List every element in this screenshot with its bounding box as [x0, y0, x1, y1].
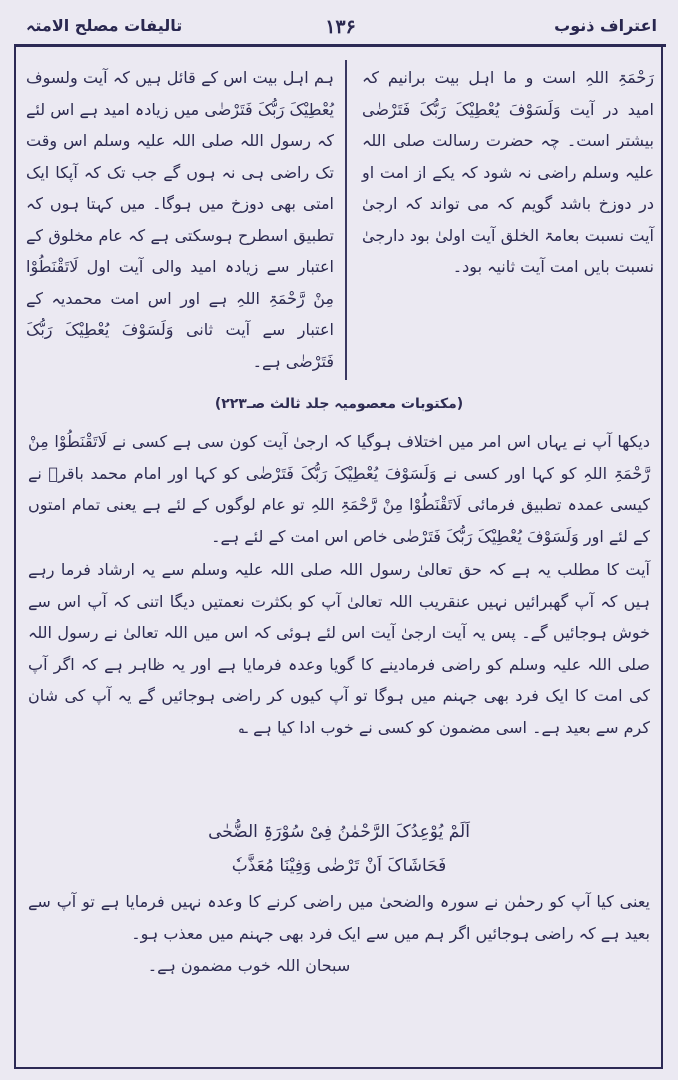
body-paragraph: آیت کا مطلب یہ ہے کہ حق تعالیٰ رسول اللہ صلی اللہ علیہ وسلم سے یہ ارشاد فرما رہے ہیں کہ آپ گھبرائیں نہیں عنقریب اللہ تعالیٰ آپ کو بکثرت نعمتیں دیگا اتنی کہ آپ اس سے خوش ہوجائیں گے۔ پس یہ آیت ارجیٰ آیت اس لئے ہوئی کہ اس میں اللہ تعالیٰ نے رسول اللہ صلی اللہ علیہ وسلم کو راضی فرمادینے کا گویا وعدہ فرمایا ہے اور یہ ظاہر ہے کہ اگر آپ کی امت کا ایک فرد بھی جہنم میں ہوگا تو آپ کیوں کر راضی ہوجائیں گے یہ آپ کی شان کرم سے بعید ہے۔ اسی مضمون کو کسی نے خوب ادا کیا ہے ؎ [28, 560, 650, 737]
verse-line: اَلَمْ یُوْعِدُکَ الرَّحْمٰنُ فِیْ سُوْرَۃِ الضُّحٰی [208, 822, 470, 842]
verse-line: فَحَاشَاکَ اَنْ تَرْضٰی وَفِیْنَا مُعَذَّبٗ [231, 856, 447, 876]
running-title-right: اعتراف ذنوب [554, 16, 657, 35]
urdu-translation-text: ہم اہل بیت اس کے قائل ہیں کہ آیت ولسوف یُعْطِیْکَ رَبُّکَ فَتَرْضٰی میں زیادہ امید ہے اس لئے کہ رسول اللہ صلی اللہ علیہ وسلم اس وقت تک راضی ہی نہ ہوں گے جب تک کہ آپکا ایک امتی بھی دوزخ میں ہوگا۔ میں کہتا ہوں کہ تطبیق اسطرح ہوسکتی ہے کہ عام مخلوق کے اعتبار سے زیادہ امید والی آیت اول لَاتَقْنَطُوْا مِنْ رَّحْمَۃِ اللہِ ہے اور اس امت محمدیہ کے اعتبار سے آیت ثانی وَلَسَوْفَ یُعْطِیْکَ رَبُّکَ فَتَرْضٰی ہے۔ [26, 68, 334, 371]
column-divider [345, 60, 347, 380]
closing-line: سبحان اللہ خوب مضمون ہے۔ [147, 956, 351, 975]
urdu-translation-column [26, 62, 334, 377]
closing-paragraph: یعنی کیا آپ کو رحمٰن نے سورہ والضحیٰ میں راضی کرنے کا وعدہ نہیں فرمایا ہے تو آپ سے بعید ہے کہ راضی ہوجائیں اگر ہم میں سے ایک فرد بھی جہنم میں معذب ہو۔ [28, 892, 650, 943]
persian-column [362, 62, 654, 283]
page-number: ۱۳۶ [325, 16, 356, 38]
page-header [18, 14, 663, 40]
closing-text [28, 886, 650, 982]
persian-text: رَحْمَۃِ اللہِ است و ما اہل بیت برانیم کہ امید در آیت وَلَسَوْفَ یُعْطِیْکَ رَبُّکَ فَتَرْضٰی بیشتر است۔ چہ حضرت رسالت صلی اللہ علیہ وسلم راضی نہ شود کہ یکے از امت او در دوزخ باشد گویم کہ می تواند کہ ارجیٰ آیت نسبت بعامۃ الخلق آیت اولیٰ بود دارجیٰ نسبت بایں امت آیت ثانیہ بود۔ [362, 68, 654, 276]
citation-reference: (مکتوبات معصومیہ جلد ثالث صـ۲۲۳) [214, 396, 464, 412]
running-title-left: تالیفات مصلح الامتہ [26, 16, 183, 35]
body-paragraph: دیکھا آپ نے یہاں اس امر میں اختلاف ہوگیا کہ ارجیٰ آیت کون سی ہے کسی نے لَاتَقْنَطُوْا مِنْ رَّحْمَۃِ اللہِ کو کہا اور کسی نے وَلَسَوْفَ یُعْطِیْکَ رَبُّکَ فَتَرْضٰی کو کہا اور امام محمد باقرؒ نے کیسی عمدہ تطبیق فرمائی لَاتَقْنَطُوْا مِنْ رَّحْمَۃِ اللہِ تو عام لوگوں کے لئے ہے یعنی تمام امتوں کے لئے اور وَلَسَوْفَ یُعْطِیْکَ رَبُّکَ فَتَرْضٰی خاص اس امت کے لئے ہے۔ [28, 432, 650, 546]
body-text [28, 426, 650, 745]
arabic-verse [0, 815, 678, 883]
